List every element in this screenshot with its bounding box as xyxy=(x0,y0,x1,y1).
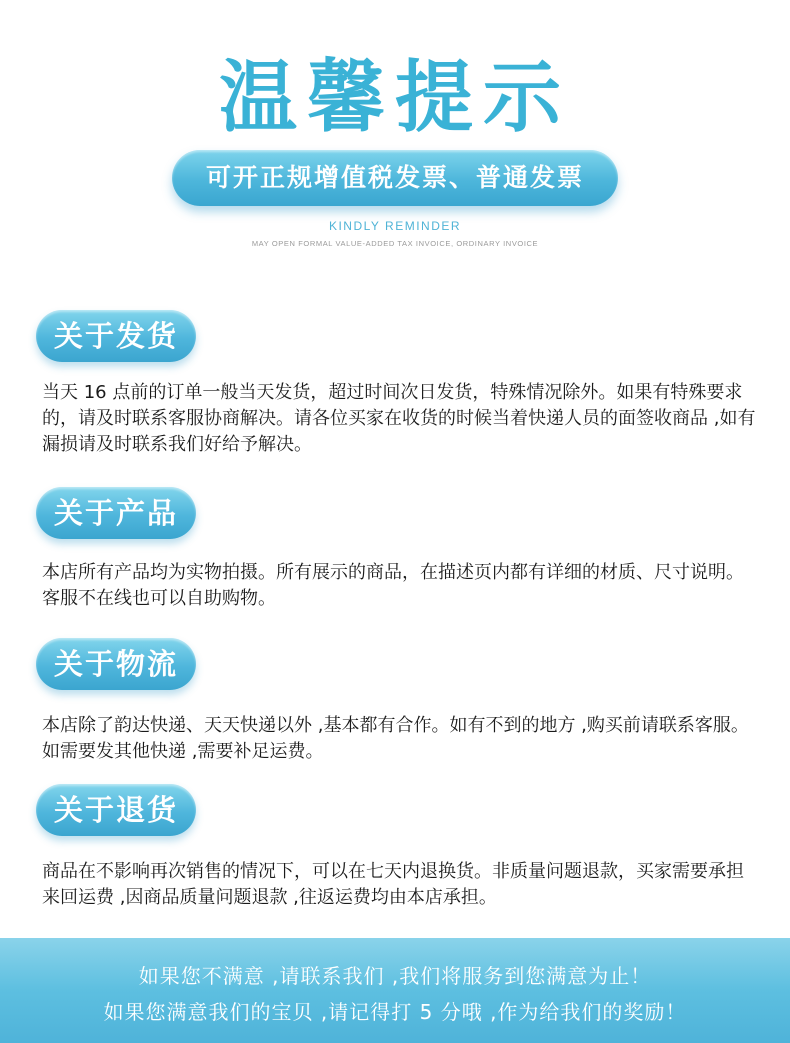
page-title: 温馨提示 xyxy=(218,53,571,143)
section-heading-returns: 关于退货 xyxy=(36,784,196,836)
footer-line-1: 如果您不满意 ,请联系我们 ,我们将服务到您满意为止！ xyxy=(138,964,652,988)
invoice-banner: 可开正规增值税发票、普通发票 xyxy=(172,150,618,206)
section-heading-shipping: 关于发货 xyxy=(36,310,196,362)
section-text-products: 本店所有产品均为实物拍摄。所有展示的商品，在描述页内都有详细的材质、尺寸说明。客服不在线也可以自助购物。 xyxy=(42,562,744,609)
section-text-returns: 商品在不影响再次销售的情况下，可以在七天内退换货。非质量问题退款，买家需要承担来回运费 ,因商品质量问题退款 ,往返运费均由本店承担。 xyxy=(42,861,744,908)
section-heading-products: 关于产品 xyxy=(36,487,196,539)
section-text-logistics: 本店除了韵达快递、天天快递以外 ,基本都有合作。如有不到的地方 ,购买前请联系客服。如需要发其他快递 ,需要补足运费。 xyxy=(42,715,749,762)
section-heading-logistics: 关于物流 xyxy=(36,638,196,690)
english-subtitle: MAY OPEN FORMAL VALUE-ADDED TAX INVOICE, ORDINARY INVOICE xyxy=(251,239,539,248)
section-text-shipping: 当天 16 点前的订单一般当天发货，超过时间次日发货，特殊情况除外。如果有特殊要求的，请及时联系客服协商解决。请各位买家在收货的时候当着快递人员的面签收商品 ,如有漏损请及时联系我们好给予解决。 xyxy=(42,382,756,455)
footer-line-2: 如果您满意我们的宝贝 ,请记得打 5 分哦 ,作为给我们的奖励！ xyxy=(103,1000,687,1024)
english-title: KINDLY REMINDER xyxy=(328,219,462,233)
footer-banner xyxy=(0,938,790,1043)
